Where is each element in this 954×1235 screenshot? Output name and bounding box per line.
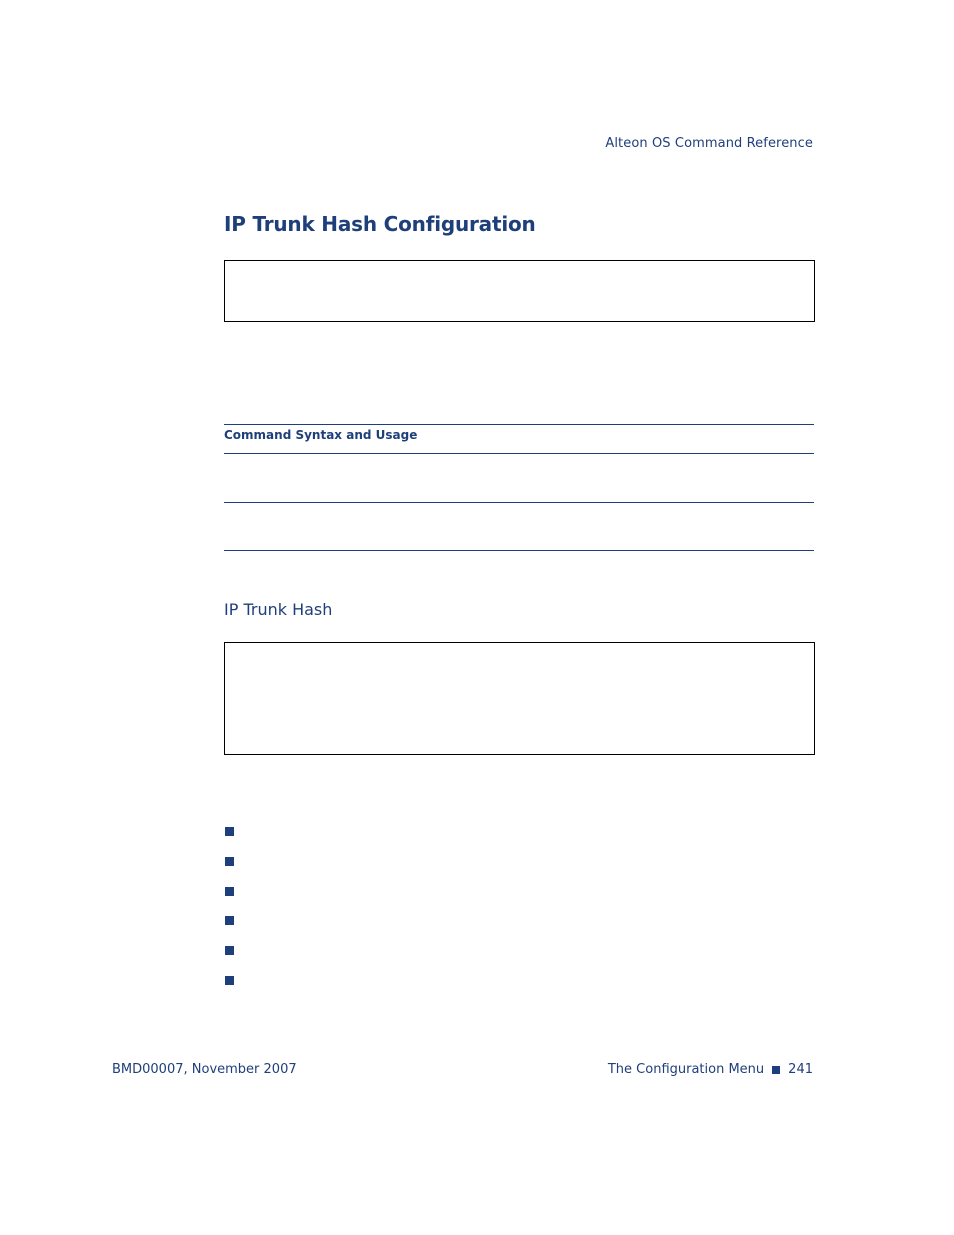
code-box-hash (224, 642, 815, 755)
code-box-menu (224, 260, 815, 322)
table-header-rule (224, 453, 814, 454)
footer-page-info (608, 1062, 813, 1077)
bullet-square-icon (225, 976, 234, 985)
bullet-square-icon (225, 916, 234, 925)
section-title: IP Trunk Hash Configuration (224, 212, 536, 236)
footer-separator-icon (772, 1066, 780, 1074)
running-head: Alteon OS Command Reference (605, 136, 813, 151)
footer-page-number: 241 (788, 1062, 813, 1077)
table-top-rule (224, 424, 814, 425)
bullet-square-icon (225, 857, 234, 866)
table-row-divider (224, 502, 814, 503)
table-header: Command Syntax and Usage (224, 428, 418, 442)
footer-chapter-title: The Configuration Menu (607, 1062, 765, 1077)
table-bottom-rule (224, 550, 814, 551)
footer-document-id: BMD00007, November 2007 (112, 1062, 297, 1077)
subsection-title: IP Trunk Hash (224, 600, 333, 619)
bullet-square-icon (225, 887, 234, 896)
bullet-square-icon (225, 946, 234, 955)
bullet-square-icon (225, 827, 234, 836)
